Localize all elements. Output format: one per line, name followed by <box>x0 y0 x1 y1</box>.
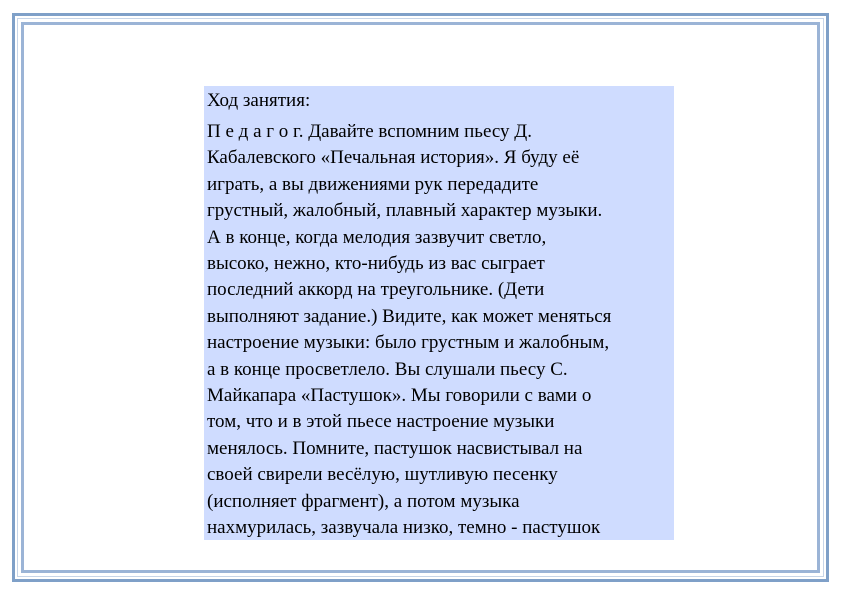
body-line: играть, а вы движениями рук передадите <box>207 173 539 195</box>
body-line: Майкапара «Пастушок». Мы говорили с вами о <box>207 385 592 407</box>
body-line: нахмурилась, зазвучала низко, темно - пастушок <box>207 517 601 539</box>
body-line: грустный, жалобный, плавный характер музыки. <box>207 200 603 222</box>
body-line: настроение музыки: было грустным и жалобным, <box>207 332 610 354</box>
body-line: последний аккорд на треугольнике. (Дети <box>207 279 545 301</box>
lesson-heading: Ход занятия: <box>207 90 311 111</box>
body-line: Кабалевского «Печальная история». Я буду её <box>207 147 580 169</box>
body-line: (исполняет фрагмент), а потом музыка <box>207 490 520 512</box>
body-line: П е д а г о г. Давайте вспомним пьесу Д. <box>207 121 533 142</box>
body-line: том, что и в этой пьесе настроение музыки <box>207 411 555 433</box>
body-line: высоко, нежно, кто-нибудь из вас сыграет <box>207 253 545 275</box>
body-line: А в конце, когда мелодия зазвучит светло, <box>207 226 547 248</box>
body-line: менялось. Помните, пастушок насвистывал на <box>207 437 583 459</box>
body-line: выполняют задание.) Видите, как может меняться <box>207 305 612 327</box>
body-line: своей свирели весёлую, шутливую песенку <box>207 464 558 486</box>
body-line: а в конце просветлело. Вы слушали пьесу С. <box>207 358 568 380</box>
lesson-body <box>207 119 672 540</box>
lesson-text-box <box>204 86 674 540</box>
